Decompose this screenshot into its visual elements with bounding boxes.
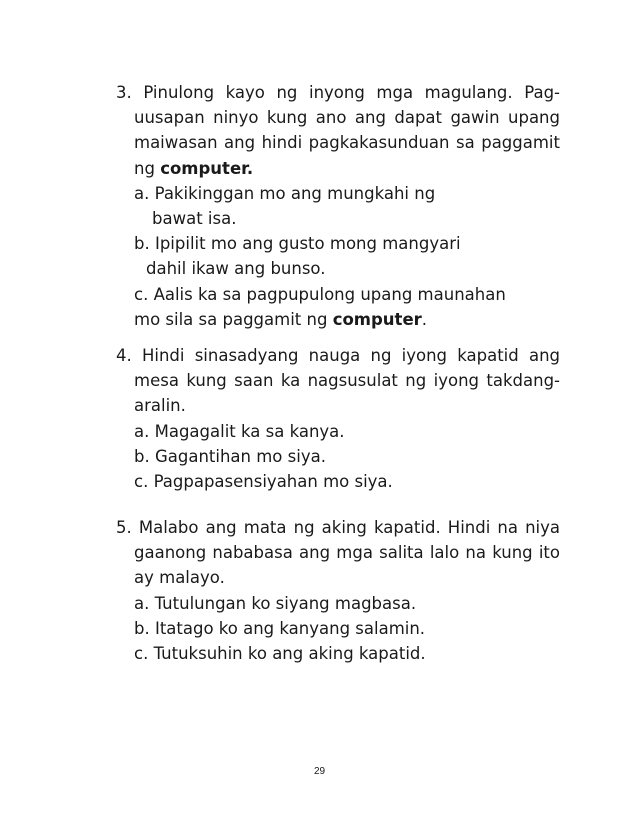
- choice-b: [116, 616, 560, 641]
- choice-letter: b.: [134, 234, 150, 254]
- choice-text: Pagpapasensiyahan mo siya.: [153, 472, 393, 492]
- choice-a: [116, 419, 560, 444]
- choice-text-end: .: [421, 309, 428, 329]
- choice-text: Ipipilit mo ang gusto mong mangyari: [154, 234, 461, 254]
- choice-text: Itatago ko ang kanyang salamin.: [154, 618, 426, 638]
- choice-text: Pakikinggan mo ang mungkahi ng: [154, 183, 436, 203]
- choice-text: Tutuksuhin ko ang aking kapatid.: [153, 644, 426, 664]
- choice-text: mo sila sa paggamit ng: [134, 309, 328, 329]
- question-4: [116, 343, 560, 494]
- choice-a: [116, 591, 560, 616]
- question-4-text: [116, 343, 560, 419]
- choice-a: [116, 181, 560, 206]
- choice-b-continuation: [116, 256, 560, 281]
- choice-letter: c.: [134, 284, 149, 304]
- choice-letter: a.: [134, 593, 150, 613]
- choice-text: Tutulungan ko siyang magbasa.: [154, 593, 417, 613]
- choice-c-continuation: [116, 307, 560, 332]
- question-prompt-bold: computer.: [160, 158, 254, 178]
- question-3-text: [116, 80, 560, 181]
- choice-letter: b.: [134, 446, 150, 466]
- question-prompt: Pinulong kayo ng inyong mga magulang. Pag-uusapan ninyo kung ano ang dapat gawin upang maiwasan ang hindi pagkakasunduan sa paggamit ng: [134, 83, 560, 178]
- choice-b: [116, 231, 560, 256]
- choice-text: bawat isa.: [152, 209, 237, 229]
- choice-letter: a.: [134, 183, 150, 203]
- choice-text: dahil ikaw ang bunso.: [146, 259, 326, 279]
- question-number: 4.: [116, 346, 132, 365]
- choice-text: Magagalit ka sa kanya.: [154, 421, 345, 441]
- question-number: 3.: [116, 83, 132, 102]
- question-5: [116, 515, 560, 666]
- question-prompt: Hindi sinasadyang nauga ng iyong kapatid ang mesa kung saan ka nagsusulat ng iyong takdang-aralin.: [134, 346, 560, 416]
- choice-text-bold: computer: [332, 309, 422, 329]
- page-number: 29: [313, 766, 326, 777]
- choice-letter: a.: [134, 421, 150, 441]
- choice-a-continuation: [116, 206, 560, 231]
- choice-c: [116, 469, 560, 494]
- choice-letter: b.: [134, 618, 150, 638]
- choice-letter: c.: [134, 472, 149, 492]
- question-prompt: Malabo ang mata ng aking kapatid. Hindi na niya gaanong nababasa ang mga salita lalo na kung ito ay malayo.: [134, 518, 561, 588]
- choice-c: [116, 641, 560, 666]
- choice-b: [116, 444, 560, 469]
- choice-text: Gagantihan mo siya.: [154, 446, 326, 466]
- choice-text: Aalis ka sa pagpupulong upang maunahan: [153, 284, 506, 304]
- question-number: 5.: [116, 518, 132, 537]
- question-5-text: [116, 515, 560, 591]
- question-3: [116, 80, 560, 332]
- choice-letter: c.: [134, 644, 149, 664]
- choice-c: [116, 282, 560, 307]
